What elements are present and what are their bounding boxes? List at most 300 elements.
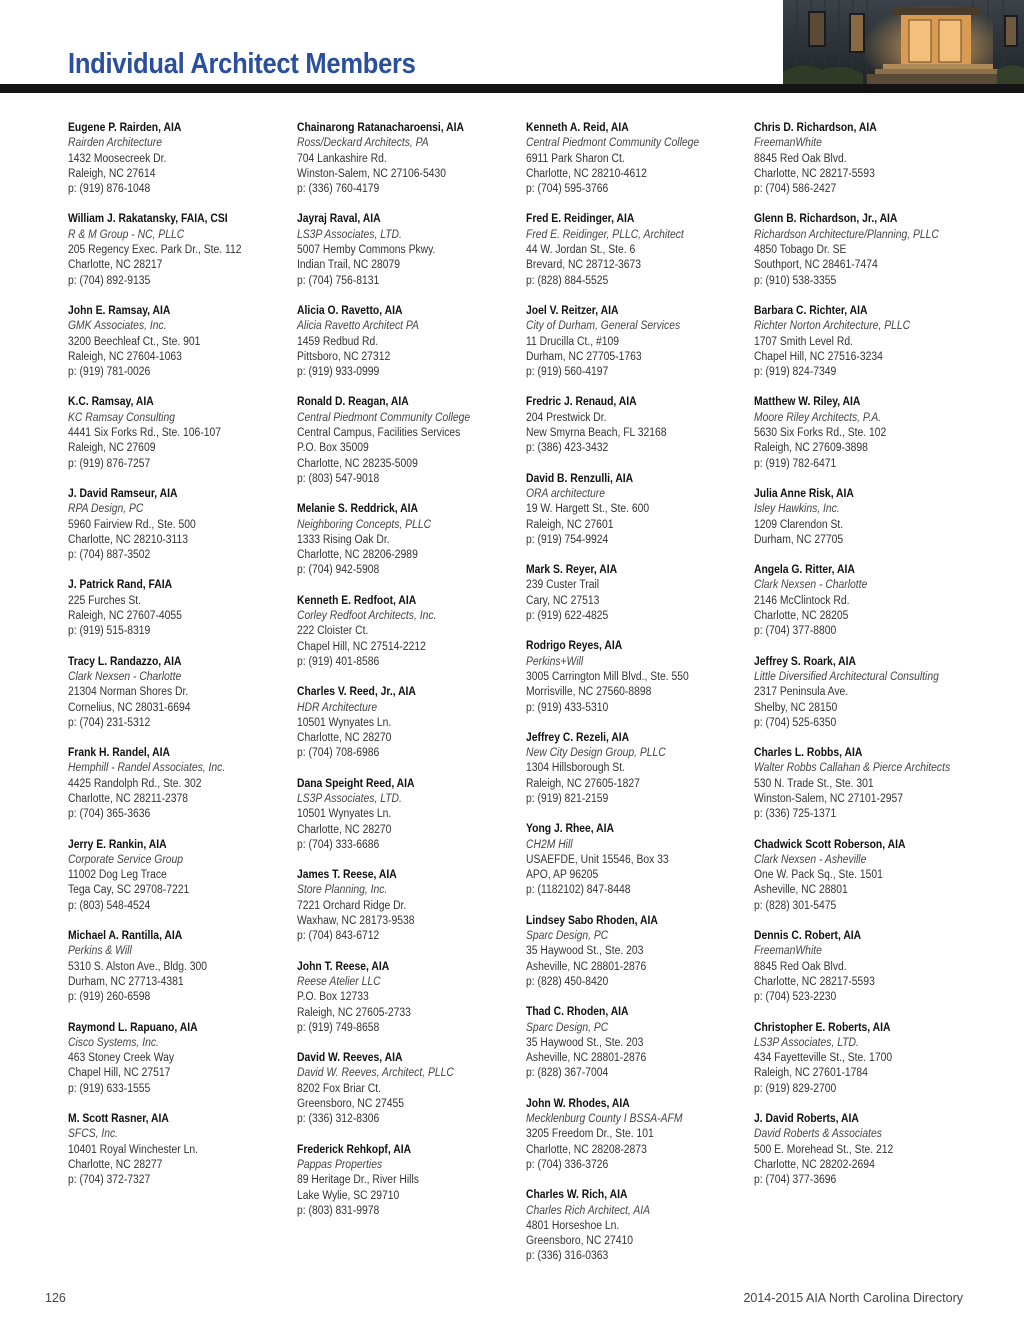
member-name: Michael A. Rantilla, AIA	[68, 930, 183, 943]
member-address-line: 11002 Dog Leg Trace	[68, 869, 167, 882]
member-name: Kenneth A. Reid, AIA	[526, 122, 629, 134]
member-name: Frederick Rehkopf, AIA	[297, 1143, 412, 1156]
member-entry	[754, 655, 976, 731]
member-address-line: 5310 S. Alston Ave., Bldg. 300	[68, 960, 208, 973]
member-entry	[297, 1143, 519, 1219]
member-address-line: Tega Cay, SC 29708-7221	[68, 884, 190, 897]
member-firm: Pappas Properties	[297, 1158, 383, 1171]
member-phone: p: (704) 708-6986	[297, 747, 380, 760]
member-address-line: 6911 Park Sharon Ct.	[526, 152, 625, 165]
member-firm: Clark Nexsen - Charlotte	[68, 670, 182, 683]
member-phone: p: (704) 372-7327	[68, 1174, 151, 1187]
member-name: Mark S. Reyer, AIA	[526, 564, 618, 577]
member-entry	[526, 563, 748, 624]
member-name: Charles V. Reed, Jr., AIA	[297, 686, 416, 699]
member-phone: p: (919) 260-6598	[68, 991, 151, 1004]
member-address-line: 1707 Smith Level Rd.	[754, 335, 853, 348]
member-address-line: Charlotte, NC 28277	[68, 1158, 163, 1171]
member-phone: p: (704) 377-8800	[754, 625, 837, 638]
member-entry	[754, 487, 976, 548]
member-firm: Sparc Design, PC	[526, 1021, 609, 1034]
member-firm: New City Design Group, PLLC	[526, 747, 666, 760]
member-firm: Ross/Deckard Architects, PA	[297, 137, 429, 150]
member-entry	[68, 838, 290, 914]
member-name: James T. Reese, AIA	[297, 869, 397, 882]
member-entry	[526, 304, 748, 380]
member-address-line: Raleigh, NC 27601-1784	[754, 1067, 868, 1080]
member-address-line: Durham, NC 27705	[754, 533, 844, 546]
member-firm: Walter Robbs Callahan & Pierce Architects	[754, 762, 951, 775]
member-address-line: Raleigh, NC 27614	[68, 167, 156, 180]
member-address-line: Durham, NC 27705-1763	[526, 350, 642, 363]
member-address-line: Charlotte, NC 28210-3113	[68, 533, 189, 546]
member-name: Kenneth E. Redfoot, AIA	[297, 594, 417, 607]
member-name: Jayraj Raval, AIA	[297, 213, 381, 226]
member-address-line: Charlotte, NC 28211-2378	[68, 792, 189, 805]
member-address-line: One W. Pack Sq., Ste. 1501	[754, 869, 883, 882]
member-address-line: 8845 Red Oak Blvd.	[754, 960, 847, 973]
member-entry	[297, 121, 519, 197]
member-address-line: 1333 Rising Oak Dr.	[297, 533, 390, 546]
member-firm: David W. Reeves, Architect, PLLC	[297, 1067, 454, 1080]
member-address-line: 19 W. Hargett St., Ste. 600	[526, 503, 650, 516]
member-address-line: Southport, NC 28461-7474	[754, 259, 878, 272]
member-entry	[68, 212, 290, 288]
member-address-line: 1459 Redbud Rd.	[297, 335, 379, 348]
member-entry	[297, 1051, 519, 1127]
member-column-3	[526, 121, 748, 1280]
member-entry	[68, 1021, 290, 1097]
member-address-line: 5960 Fairview Rd., Ste. 500	[68, 518, 196, 531]
member-address-line: 3200 Beechleaf Ct., Ste. 901	[68, 335, 201, 348]
member-firm: Charles Rich Architect, AIA	[526, 1204, 651, 1217]
member-phone: p: (803) 548-4524	[68, 899, 151, 912]
member-name: M. Scott Rasner, AIA	[68, 1113, 169, 1126]
member-entry	[297, 777, 519, 853]
member-name: Chadwick Scott Roberson, AIA	[754, 838, 906, 851]
member-name: Melanie S. Reddrick, AIA	[297, 503, 418, 516]
member-address-line: 463 Stoney Creek Way	[68, 1052, 175, 1065]
member-column-2	[297, 121, 519, 1234]
member-entry	[526, 212, 748, 288]
member-name: John W. Rhodes, AIA	[526, 1097, 630, 1110]
member-address-line: Greensboro, NC 27410	[526, 1235, 634, 1248]
member-phone: p: (803) 831-9978	[297, 1204, 380, 1217]
member-column-4	[754, 121, 976, 1204]
member-address-line: Morrisville, NC 27560-8898	[526, 686, 652, 699]
member-phone: p: (919) 560-4197	[526, 366, 609, 379]
member-address-line: Charlotte, NC 28270	[297, 732, 392, 745]
member-firm: Richardson Architecture/Planning, PLLC	[754, 228, 939, 241]
member-entry	[297, 212, 519, 288]
member-address-line: Raleigh, NC 27605-1827	[526, 777, 640, 790]
member-name: Eugene P. Rairden, AIA	[68, 122, 182, 134]
member-address-line: Charlotte, NC 28205	[754, 610, 849, 623]
member-address-line: 4801 Horseshoe Ln.	[526, 1219, 620, 1232]
member-address-line: Raleigh, NC 27609-3898	[754, 442, 868, 455]
member-address-line: Durham, NC 27713-4381	[68, 975, 184, 988]
member-phone: p: (828) 450-8420	[526, 975, 609, 988]
member-firm: Cisco Systems, Inc.	[68, 1036, 159, 1049]
member-name: Chris D. Richardson, AIA	[754, 122, 877, 134]
title-rule	[0, 84, 1024, 93]
member-name: Frank H. Randel, AIA	[68, 747, 170, 760]
member-address-line: P.O. Box 35009	[297, 442, 369, 455]
member-address-line: 530 N. Trade St., Ste. 301	[754, 777, 874, 790]
member-address-line: Charlotte, NC 28202-2694	[754, 1158, 875, 1171]
member-address-line: 10501 Wynyates Ln.	[297, 808, 392, 821]
member-address-line: 8202 Fox Briar Ct.	[297, 1082, 381, 1095]
member-address-line: 4425 Randolph Rd., Ste. 302	[68, 777, 202, 790]
member-address-line: Chapel Hill, NC 27517	[68, 1067, 171, 1080]
member-entry	[754, 121, 976, 197]
member-firm: ORA architecture	[526, 487, 606, 500]
member-firm: Central Piedmont Community College	[297, 411, 471, 424]
member-phone: p: (336) 725-1371	[754, 808, 837, 821]
member-firm: LS3P Associates, LTD.	[754, 1036, 859, 1049]
member-firm: FreemanWhite	[754, 945, 822, 958]
member-entry	[754, 563, 976, 639]
member-phone: p: (919) 749-8658	[297, 1021, 380, 1034]
member-phone: p: (336) 316-0363	[526, 1250, 609, 1263]
member-address-line: 21304 Norman Shores Dr.	[68, 686, 189, 699]
member-entry	[297, 502, 519, 578]
member-entry	[297, 960, 519, 1036]
member-firm: KC Ramsay Consulting	[68, 411, 176, 424]
member-phone: p: (919) 622-4825	[526, 610, 609, 623]
member-entry	[68, 746, 290, 822]
member-address-line: Winston-Salem, NC 27101-2957	[754, 792, 904, 805]
member-phone: p: (386) 423-3432	[526, 442, 609, 455]
member-address-line: 8845 Red Oak Blvd.	[754, 152, 847, 165]
member-firm: Sparc Design, PC	[526, 930, 609, 943]
member-address-line: Brevard, NC 28712-3673	[526, 259, 642, 272]
member-name: Christopher E. Roberts, AIA	[754, 1021, 891, 1034]
member-name: David W. Reeves, AIA	[297, 1052, 403, 1065]
member-phone: p: (704) 336-3726	[526, 1158, 609, 1171]
member-phone: p: (704) 377-3696	[754, 1174, 837, 1187]
member-name: Jeffrey S. Roark, AIA	[754, 655, 857, 668]
page-number: 126	[45, 1291, 66, 1305]
member-address-line: Cary, NC 27513	[526, 594, 600, 607]
member-phone: p: (919) 754-9924	[526, 533, 609, 546]
member-address-line: 4850 Tobago Dr. SE	[754, 244, 847, 257]
member-entry	[68, 487, 290, 563]
member-firm: Corley Redfoot Architects, Inc.	[297, 610, 437, 623]
member-columns	[68, 121, 968, 1271]
member-address-line: New Smyrna Beach, FL 32168	[526, 427, 667, 440]
member-name: Jeffrey C. Rezeli, AIA	[526, 731, 630, 744]
member-name: K.C. Ramsay, AIA	[68, 396, 154, 409]
member-address-line: Charlotte, NC 28217-5593	[754, 167, 875, 180]
member-entry	[68, 929, 290, 1005]
member-name: Charles W. Rich, AIA	[526, 1189, 628, 1202]
member-phone: p: (919) 824-7349	[754, 366, 837, 379]
member-address-line: 239 Custer Trail	[526, 579, 600, 592]
member-firm: Central Piedmont Community College	[526, 137, 700, 150]
member-address-line: 704 Lankashire Rd.	[297, 152, 387, 165]
member-firm: RPA Design, PC	[68, 503, 144, 516]
member-firm: Clark Nexsen - Asheville	[754, 853, 867, 866]
member-address-line: Cornelius, NC 28031-6694	[68, 701, 191, 714]
member-phone: p: (919) 401-8586	[297, 655, 380, 668]
member-address-line: Raleigh, NC 27605-2733	[297, 1006, 411, 1019]
member-entry	[754, 929, 976, 1005]
member-address-line: 204 Prestwick Dr.	[526, 411, 607, 424]
member-firm: City of Durham, General Services	[526, 320, 681, 333]
member-address-line: 500 E. Morehead St., Ste. 212	[754, 1143, 894, 1156]
member-address-line: 35 Haywood St., Ste. 203	[526, 1036, 644, 1049]
member-name: Fred E. Reidinger, AIA	[526, 213, 635, 226]
member-address-line: Chapel Hill, NC 27516-3234	[754, 350, 883, 363]
member-phone: p: (828) 367-7004	[526, 1067, 609, 1080]
member-firm: Perkins & Will	[68, 945, 132, 958]
member-name: Glenn B. Richardson, Jr., AIA	[754, 213, 898, 226]
member-name: Lindsey Sabo Rhoden, AIA	[526, 914, 658, 927]
member-firm: CH2M Hill	[526, 838, 573, 851]
member-entry	[526, 472, 748, 548]
member-phone: p: (704) 231-5312	[68, 716, 151, 729]
member-firm: HDR Architecture	[297, 701, 378, 714]
member-phone: p: (919) 821-2159	[526, 792, 609, 805]
member-phone: p: (336) 760-4179	[297, 183, 380, 196]
member-phone: p: (704) 942-5908	[297, 564, 380, 577]
member-firm: LS3P Associates, LTD.	[297, 792, 402, 805]
member-address-line: Central Campus, Facilities Services	[297, 427, 461, 440]
member-entry	[68, 121, 290, 197]
member-address-line: Raleigh, NC 27609	[68, 442, 156, 455]
member-phone: p: (704) 595-3766	[526, 183, 609, 196]
member-entry	[526, 731, 748, 807]
member-firm: Mecklenburg County I BSSA-AFM	[526, 1113, 683, 1126]
member-entry	[297, 868, 519, 944]
member-phone: p: (704) 525-6350	[754, 716, 837, 729]
member-name: J. David Roberts, AIA	[754, 1113, 859, 1126]
member-address-line: 4441 Six Forks Rd., Ste. 106-107	[68, 427, 222, 440]
member-firm: LS3P Associates, LTD.	[297, 228, 402, 241]
member-phone: p: (919) 515-8319	[68, 625, 151, 638]
member-entry	[526, 1005, 748, 1081]
member-name: Yong J. Rhee, AIA	[526, 823, 614, 836]
member-address-line: 3205 Freedom Dr., Ste. 101	[526, 1128, 654, 1141]
member-address-line: Shelby, NC 28150	[754, 701, 838, 714]
member-name: J. David Ramseur, AIA	[68, 487, 178, 500]
member-name: John T. Reese, AIA	[297, 960, 390, 973]
member-address-line: USAEFDE, Unit 15546, Box 33	[526, 853, 669, 866]
member-phone: p: (336) 312-8306	[297, 1113, 380, 1126]
member-address-line: 1432 Moosecreek Dr.	[68, 152, 167, 165]
member-phone: p: (910) 538-3355	[754, 274, 837, 287]
member-phone: p: (919) 433-5310	[526, 701, 609, 714]
member-phone: p: (1182102) 847-8448	[526, 884, 631, 897]
member-name: Thad C. Rhoden, AIA	[526, 1006, 629, 1019]
member-firm: R & M Group - NC, PLLC	[68, 228, 185, 241]
member-firm: Isley Hawkins, Inc.	[754, 503, 840, 516]
member-firm: Richter Norton Architecture, PLLC	[754, 320, 911, 333]
member-firm: Store Planning, Inc.	[297, 884, 388, 897]
member-firm: SFCS, Inc.	[68, 1128, 119, 1141]
member-address-line: Charlotte, NC 28217	[68, 259, 163, 272]
member-firm: Alicia Ravetto Architect PA	[297, 320, 419, 333]
member-name: Tracy L. Randazzo, AIA	[68, 655, 182, 668]
member-address-line: 35 Haywood St., Ste. 203	[526, 945, 644, 958]
member-name: Dennis C. Robert, AIA	[754, 930, 862, 943]
member-entry	[68, 304, 290, 380]
member-phone: p: (919) 933-0999	[297, 366, 380, 379]
member-phone: p: (919) 782-6471	[754, 457, 837, 470]
member-name: William J. Rakatansky, FAIA, CSI	[68, 213, 228, 226]
member-entry	[68, 1112, 290, 1188]
member-name: Jerry E. Rankin, AIA	[68, 838, 167, 851]
member-address-line: Asheville, NC 28801	[754, 884, 848, 897]
member-firm: Perkins+Will	[526, 655, 584, 668]
member-phone: p: (803) 547-9018	[297, 472, 380, 485]
member-phone: p: (704) 892-9135	[68, 274, 151, 287]
member-address-line: Raleigh, NC 27604-1063	[68, 350, 182, 363]
member-address-line: Indian Trail, NC 28079	[297, 259, 400, 272]
member-firm: Moore Riley Architects, P.A.	[754, 411, 882, 424]
member-name: Fredric J. Renaud, AIA	[526, 396, 637, 409]
member-address-line: 434 Fayetteville St., Ste. 1700	[754, 1052, 893, 1065]
member-address-line: Raleigh, NC 27601	[526, 518, 614, 531]
member-firm: Little Diversified Architectural Consulting	[754, 670, 939, 683]
member-firm: Corporate Service Group	[68, 853, 184, 866]
member-address-line: 1304 Hillsborough St.	[526, 762, 625, 775]
member-phone: p: (704) 365-3636	[68, 808, 151, 821]
member-address-line: 7221 Orchard Ridge Dr.	[297, 899, 407, 912]
member-address-line: Pittsboro, NC 27312	[297, 350, 391, 363]
member-entry	[297, 304, 519, 380]
member-name: Rodrigo Reyes, AIA	[526, 640, 623, 653]
member-address-line: Lake Wylie, SC 29710	[297, 1189, 400, 1202]
publication-title: 2014-2015 AIA North Carolina Directory	[743, 1291, 963, 1305]
member-address-line: 10501 Wynyates Ln.	[297, 716, 392, 729]
member-address-line: Charlotte, NC 28208-2873	[526, 1143, 647, 1156]
member-firm: David Roberts & Associates	[754, 1128, 882, 1141]
member-name: Charles L. Robbs, AIA	[754, 747, 863, 760]
member-address-line: Asheville, NC 28801-2876	[526, 960, 647, 973]
member-address-line: Charlotte, NC 28217-5593	[754, 975, 875, 988]
member-phone: p: (704) 586-2427	[754, 183, 837, 196]
member-entry	[297, 594, 519, 670]
member-phone: p: (919) 633-1555	[68, 1082, 151, 1095]
member-entry	[526, 1188, 748, 1264]
member-address-line: 11 Drucilla Ct., #109	[526, 335, 620, 348]
member-name: Julia Anne Risk, AIA	[754, 487, 854, 500]
page-title: Individual Architect Members	[68, 48, 416, 80]
member-name: David B. Renzulli, AIA	[526, 472, 634, 485]
member-address-line: 10401 Royal Winchester Ln.	[68, 1143, 199, 1156]
member-entry	[526, 1097, 748, 1173]
member-entry	[754, 1021, 976, 1097]
member-address-line: 44 W. Jordan St., Ste. 6	[526, 244, 636, 257]
member-entry	[526, 639, 748, 715]
member-address-line: 5630 Six Forks Rd., Ste. 102	[754, 427, 887, 440]
member-firm: FreemanWhite	[754, 137, 822, 150]
member-phone: p: (919) 876-7257	[68, 457, 151, 470]
member-address-line: Asheville, NC 28801-2876	[526, 1052, 647, 1065]
member-entry	[68, 578, 290, 639]
member-address-line: Waxhaw, NC 28173-9538	[297, 915, 415, 928]
member-entry	[526, 121, 748, 197]
member-entry	[526, 395, 748, 456]
member-entry	[526, 914, 748, 990]
member-name: John E. Ramsay, AIA	[68, 304, 171, 317]
member-address-line: 3005 Carrington Mill Blvd., Ste. 550	[526, 670, 689, 683]
member-firm: Reese Atelier LLC	[297, 975, 381, 988]
member-name: Alicia O. Ravetto, AIA	[297, 304, 403, 317]
header-house-photo	[783, 0, 1024, 88]
member-address-line: 5007 Hemby Commons Pkwy.	[297, 244, 436, 257]
member-address-line: Winston-Salem, NC 27106-5430	[297, 167, 447, 180]
member-address-line: Charlotte, NC 28270	[297, 823, 392, 836]
member-address-line: Charlotte, NC 28235-5009	[297, 457, 418, 470]
member-firm: Fred E. Reidinger, PLLC, Architect	[526, 228, 684, 241]
member-entry	[754, 395, 976, 471]
member-address-line: 89 Heritage Dr., River Hills	[297, 1174, 419, 1187]
member-address-line: 1209 Clarendon St.	[754, 518, 844, 531]
member-address-line: APO, AP 96205	[526, 869, 599, 882]
member-firm: Hemphill - Randel Associates, Inc.	[68, 762, 226, 775]
member-entry	[526, 822, 748, 898]
member-phone: p: (919) 829-2700	[754, 1082, 837, 1095]
member-phone: p: (828) 884-5525	[526, 274, 609, 287]
member-firm: Clark Nexsen - Charlotte	[754, 579, 868, 592]
member-address-line: Raleigh, NC 27607-4055	[68, 610, 182, 623]
member-entry	[754, 838, 976, 914]
member-firm: Rairden Architecture	[68, 137, 162, 150]
member-phone: p: (704) 843-6712	[297, 930, 380, 943]
member-entry	[754, 304, 976, 380]
member-address-line: 225 Furches St.	[68, 594, 142, 607]
member-phone: p: (919) 781-0026	[68, 366, 151, 379]
member-address-line: 222 Cloister Ct.	[297, 625, 369, 638]
member-entry	[754, 212, 976, 288]
member-firm: GMK Associates, Inc.	[68, 320, 167, 333]
member-entry	[68, 655, 290, 731]
member-address-line: Charlotte, NC 28206-2989	[297, 549, 418, 562]
member-name: Chainarong Ratanacharoensi, AIA	[297, 122, 464, 134]
member-name: J. Patrick Rand, FAIA	[68, 579, 173, 592]
member-address-line: 205 Regency Exec. Park Dr., Ste. 112	[68, 244, 242, 257]
member-name: Barbara C. Richter, AIA	[754, 304, 868, 317]
member-entry	[754, 1112, 976, 1188]
member-entry	[297, 685, 519, 761]
member-address-line: Chapel Hill, NC 27514-2212	[297, 640, 426, 653]
member-address-line: Charlotte, NC 28210-4612	[526, 167, 647, 180]
member-name: Dana Speight Reed, AIA	[297, 777, 415, 790]
member-phone: p: (704) 887-3502	[68, 549, 151, 562]
member-name: Raymond L. Rapuano, AIA	[68, 1021, 198, 1034]
member-entry	[297, 395, 519, 487]
member-firm: Neighboring Concepts, PLLC	[297, 518, 432, 531]
member-phone: p: (704) 756-8131	[297, 274, 380, 287]
member-phone: p: (704) 523-2230	[754, 991, 837, 1004]
member-address-line: P.O. Box 12733	[297, 991, 369, 1004]
member-address-line: 2317 Peninsula Ave.	[754, 686, 849, 699]
member-name: Joel V. Reitzer, AIA	[526, 304, 619, 317]
member-name: Ronald D. Reagan, AIA	[297, 396, 409, 409]
member-address-line: Greensboro, NC 27455	[297, 1098, 405, 1111]
member-name: Matthew W. Riley, AIA	[754, 396, 861, 409]
member-phone: p: (919) 876-1048	[68, 183, 151, 196]
member-address-line: 2146 McClintock Rd.	[754, 594, 850, 607]
member-phone: p: (828) 301-5475	[754, 899, 837, 912]
member-entry	[754, 746, 976, 822]
member-column-1	[68, 121, 290, 1204]
member-phone: p: (704) 333-6686	[297, 838, 380, 851]
member-entry	[68, 395, 290, 471]
